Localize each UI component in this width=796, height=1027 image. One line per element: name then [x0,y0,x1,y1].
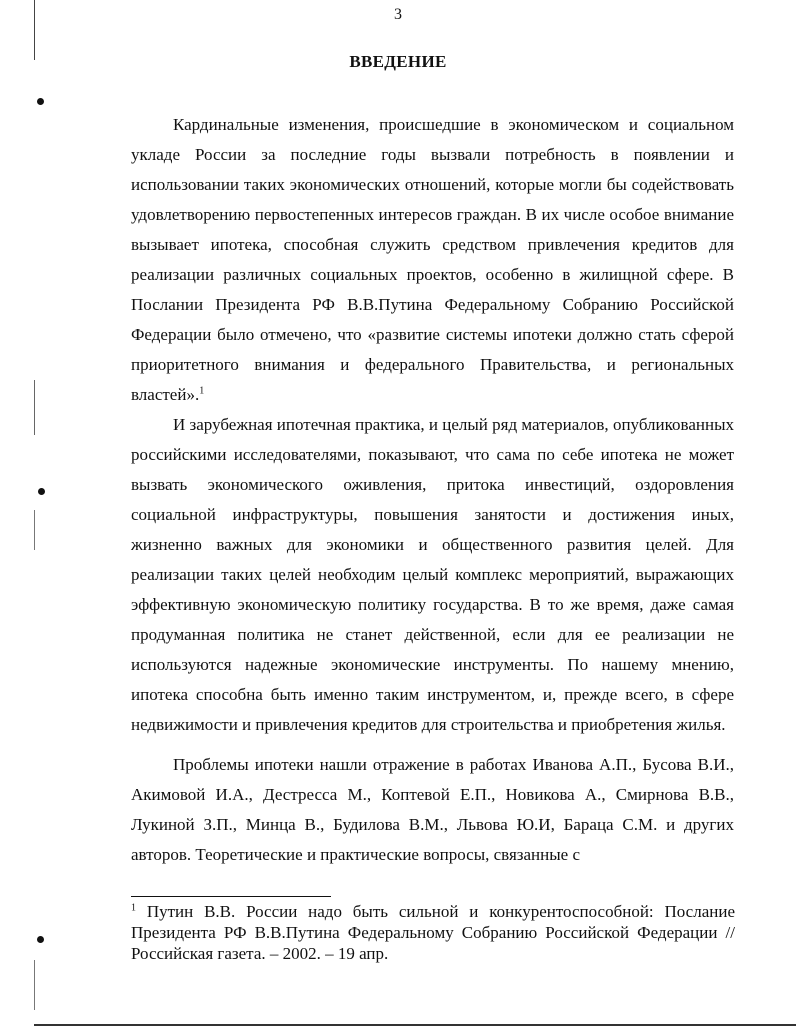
footnote-reference: 1 [199,385,205,397]
paragraph-text: Кардинальные изменения, происшедшие в экономическом и социальном укладе России за последние годы вызвали потребность в появлении и использовании таких экономических отношений, которые могли бы содействовать удовлетворению первостепенных интересов граждан. В их числе особое внимание вызывает ипотека, способная служить средством привлечения кредитов для реализации различных социальных проектов, особенно в жилищной сфере. В Послании Президента РФ В.В.Путина Федеральному Собранию Российской Федерации было отмечено, что «развитие системы ипотеки должно стать сферой приоритетного внимания и федерального Правительства, и региональных властей». [131,115,734,404]
page-number: 3 [394,6,402,23]
scan-edge-line [34,960,35,1010]
binding-hole-mark [37,936,44,943]
binding-hole-mark [37,98,44,105]
footnote-separator [131,896,331,897]
binding-hole-mark [38,488,45,495]
scan-edge-line [34,510,35,550]
paragraph [131,110,734,410]
scan-edge-line [34,380,35,435]
body-text [131,110,734,870]
paragraph: Проблемы ипотеки нашли отражение в работах Иванова А.П., Бусова В.И., Акимовой И.А., Дестресса М., Коптевой Е.П., Новикова А., Смирнова В.В., Лукиной З.П., Минца В., Будилова В.М., Львова Ю.И, Бараца С.М. и других авторов. Теоретические и практические вопросы, связанные с [131,755,734,864]
footnote-number: 1 [131,902,136,914]
footnote [131,901,735,964]
page-title: ВВЕДЕНИЕ [349,52,447,71]
paragraph: И зарубежная ипотечная практика, и целый ряд материалов, опубликованных российскими исследователями, показывают, что сама по себе ипотека не может вызвать экономического оживления, притока инвестиций, оздоровления социальной инфраструктуры, повышения занятости и достижения иных, жизненно важных для экономики и общественного развития целей. Для реализации таких целей необходим целый комплекс мероприятий, выражающих эффективную экономическую политику государства. В то же время, даже самая продуманная политика не станет действенной, если для ее реализации не используются надежные экономические инструменты. По нашему мнению, ипотека способна быть именно таким инструментом, и, прежде всего, в сфере недвижимости и привлечения кредитов для строительства и приобретения жилья. [131,415,734,734]
scan-bottom-edge [34,1024,796,1026]
footnote-text: Путин В.В. России надо быть сильной и конкурентоспособной: Послание Президента РФ В.В.Путина Федеральному Собранию Российской Федерации // Российская газета. – 2002. – 19 апр. [131,902,735,963]
